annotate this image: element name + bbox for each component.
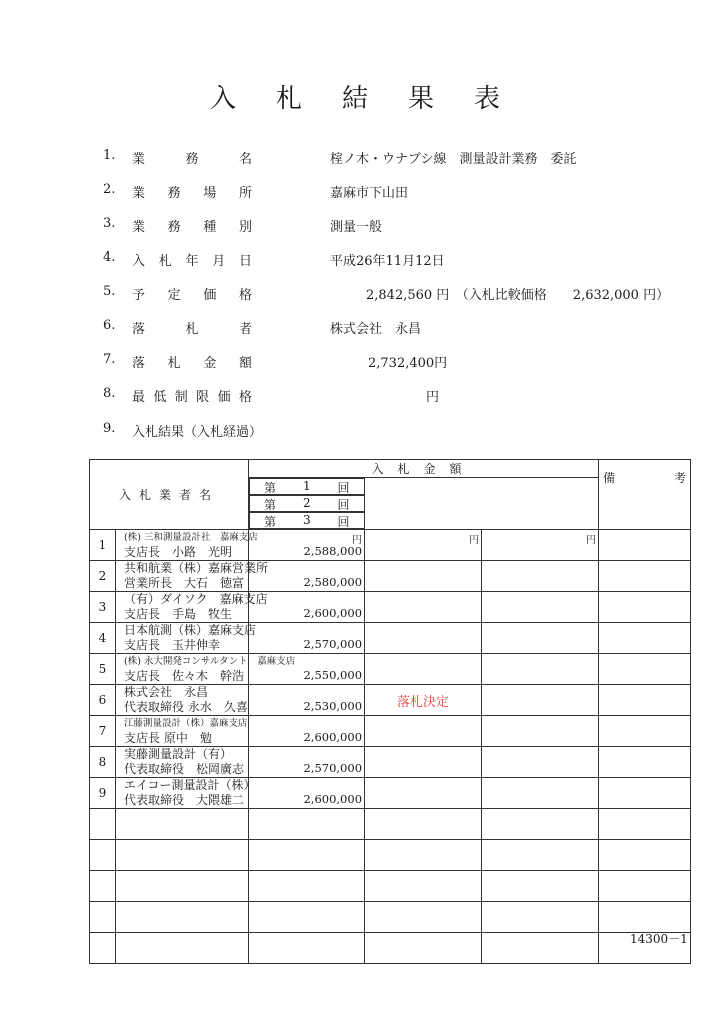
info-value: 2,842,560 円 （入札比較価格 2,632,000 円）	[366, 288, 670, 303]
remarks-cell	[599, 623, 691, 654]
yen-unit: 円	[586, 535, 597, 546]
empty-cell	[365, 902, 482, 933]
header-round-2: 第 2 回	[249, 495, 365, 512]
empty-cell	[249, 809, 365, 840]
info-label: 業 務 種 別	[132, 220, 252, 235]
remarks-cell	[599, 592, 691, 623]
yen-unit: 円	[469, 535, 480, 546]
info-row	[0, 318, 720, 338]
round-1-amount	[249, 747, 365, 778]
info-row	[0, 250, 720, 270]
round-2-amount	[365, 778, 482, 809]
row-number: 5	[90, 654, 116, 685]
bidder-company: 江藤測量設計（株）嘉麻支店	[124, 718, 248, 729]
bid-amount: 2,588,000	[303, 544, 363, 558]
bidder-name	[116, 654, 296, 685]
remarks-cell	[599, 530, 691, 561]
bidder-name	[116, 778, 256, 809]
row-number: 1	[90, 530, 116, 561]
round-1-amount	[249, 685, 365, 716]
info-number: 6.	[103, 318, 116, 333]
empty-row	[90, 902, 691, 933]
info-label: 最 低 制 限 価 格	[132, 390, 252, 405]
info-label: 予 定 価 格	[132, 288, 252, 303]
info-row	[0, 216, 720, 236]
empty-cell	[599, 840, 691, 871]
bidder-representative: 代表取締役 永水 久喜	[124, 700, 248, 714]
empty-cell	[249, 871, 365, 902]
info-number: 3.	[103, 216, 116, 231]
round-2-amount	[365, 530, 482, 561]
empty-row	[90, 933, 691, 964]
round-2-amount	[365, 716, 482, 747]
empty-cell	[90, 933, 116, 964]
remarks-cell	[599, 716, 691, 747]
empty-cell	[116, 933, 249, 964]
empty-cell	[365, 809, 482, 840]
round-3-amount	[482, 592, 599, 623]
info-number: 1.	[103, 148, 116, 163]
round-1-amount	[249, 530, 365, 561]
info-value: 円	[426, 390, 440, 405]
info-label: 落 札 金 額	[132, 356, 252, 371]
round-1-amount	[249, 778, 365, 809]
bidder-representative: 営業所長 大石 徳富	[124, 576, 245, 590]
bidder-representative: 支店長 原中 勉	[124, 731, 212, 745]
bid-amount: 2,570,000	[303, 637, 363, 651]
round-1-amount	[249, 623, 365, 654]
bid-result-table	[89, 459, 691, 964]
empty-cell	[482, 871, 599, 902]
empty-cell	[116, 902, 249, 933]
bidder-company: （有）ダイソク 嘉麻支店	[124, 592, 268, 606]
empty-cell	[482, 809, 599, 840]
row-number: 3	[90, 592, 116, 623]
round-2-amount	[365, 654, 482, 685]
round-2-amount	[365, 592, 482, 623]
round-3-amount	[482, 716, 599, 747]
round-2-amount	[365, 685, 482, 716]
empty-cell	[90, 809, 116, 840]
round-3-amount	[482, 685, 599, 716]
info-value: 株式会社 永昌	[330, 322, 422, 337]
bidder-representative: 支店長 玉井伸幸	[124, 638, 221, 652]
empty-cell	[365, 840, 482, 871]
row-number: 2	[90, 561, 116, 592]
table-row	[90, 561, 691, 592]
round-2-amount	[365, 623, 482, 654]
info-row	[0, 284, 720, 304]
bid-amount: 2,570,000	[303, 761, 363, 775]
bidder-name	[116, 747, 249, 778]
empty-cell	[116, 871, 249, 902]
header-remarks-1: 備	[603, 471, 616, 485]
header-remarks	[599, 460, 691, 530]
table-row	[90, 685, 691, 716]
bidder-representative: 支店長 佐々木 幹浩	[124, 669, 245, 683]
page-number: 14300－1	[630, 932, 688, 946]
row-number: 6	[90, 685, 116, 716]
remarks-cell	[599, 685, 691, 716]
info-number: 4.	[103, 250, 116, 265]
bidder-company: 日本航測（株）嘉麻支店	[124, 623, 257, 637]
bidder-name	[116, 530, 258, 561]
round-3-amount	[482, 623, 599, 654]
header-bid-amount: 入札金額	[249, 460, 599, 478]
round-3-amount	[482, 654, 599, 685]
info-number: 9.	[103, 421, 116, 436]
header-round-3: 第 3 回	[249, 512, 365, 529]
empty-row	[90, 871, 691, 902]
header-remarks-2: 考	[674, 471, 687, 485]
info-label: 業 務 場 所	[132, 186, 252, 201]
empty-cell	[116, 840, 249, 871]
round-1-amount	[249, 716, 365, 747]
empty-cell	[599, 809, 691, 840]
bidder-representative: 代表取締役 大隈雄二	[124, 793, 245, 807]
info-label: 入札結果（入札経過）	[132, 425, 263, 440]
table-row	[90, 654, 691, 685]
yen-unit: 円	[352, 535, 363, 546]
info-value: 2,732,400円	[368, 356, 448, 371]
table-row	[90, 592, 691, 623]
table-row	[90, 747, 691, 778]
bid-amount: 2,550,000	[303, 668, 363, 682]
info-value: 榁ノ木・ウナブシ線 測量設計業務 委託	[330, 152, 577, 167]
bid-amount: 2,600,000	[303, 606, 363, 620]
info-label: 業 務 名	[132, 152, 252, 167]
bidder-company: 実藤測量設計（有）	[124, 747, 233, 761]
round-3-amount	[482, 778, 599, 809]
row-number: 9	[90, 778, 116, 809]
info-value: 平成26年11月12日	[330, 254, 445, 269]
round-3-amount	[482, 561, 599, 592]
info-number: 7.	[103, 352, 116, 367]
remarks-cell	[599, 747, 691, 778]
empty-cell	[90, 871, 116, 902]
round-3-amount	[482, 747, 599, 778]
bidder-company: (株) 永大開発コンサルタント 嘉麻支店	[124, 656, 296, 667]
bidder-representative: 支店長 小路 光明	[124, 545, 233, 559]
empty-cell	[482, 933, 599, 964]
empty-row	[90, 809, 691, 840]
bidder-name	[116, 592, 268, 623]
bidder-company: 共和航業（株）嘉麻営業所	[124, 561, 269, 575]
round-2-amount	[365, 747, 482, 778]
round-1-amount	[249, 592, 365, 623]
table-row	[90, 623, 691, 654]
empty-cell	[90, 840, 116, 871]
info-row	[0, 182, 720, 202]
bid-amount: 2,600,000	[303, 730, 363, 744]
info-number: 2.	[103, 182, 116, 197]
empty-cell	[599, 871, 691, 902]
info-row	[0, 386, 720, 406]
remarks-cell	[599, 654, 691, 685]
empty-cell	[599, 902, 691, 933]
empty-cell	[249, 933, 365, 964]
empty-cell	[116, 809, 249, 840]
row-number: 7	[90, 716, 116, 747]
header-bidder-name: 入札業者名	[90, 460, 249, 530]
round-1-amount	[249, 654, 365, 685]
remarks-cell	[599, 561, 691, 592]
bidder-company: (株) 三和測量設計社 嘉麻支店	[124, 532, 258, 543]
empty-cell	[365, 871, 482, 902]
empty-cell	[249, 902, 365, 933]
info-value: 嘉麻市下山田	[330, 186, 409, 201]
empty-cell	[482, 840, 599, 871]
info-row	[0, 148, 720, 168]
bidder-name	[116, 623, 257, 654]
info-value: 測量一般	[330, 220, 383, 235]
bidder-name	[116, 716, 249, 747]
round-2-amount	[365, 561, 482, 592]
bidder-company: エイコー測量設計（株）	[124, 778, 256, 792]
info-number: 5.	[103, 284, 116, 299]
bid-amount: 2,530,000	[303, 699, 363, 713]
empty-cell	[90, 902, 116, 933]
page-title: 入札結果表	[209, 84, 540, 114]
bid-amount: 2,580,000	[303, 575, 363, 589]
header-round-1: 第 1 回	[249, 478, 365, 495]
round-1-amount	[249, 561, 365, 592]
remarks-cell	[599, 778, 691, 809]
empty-cell	[249, 840, 365, 871]
winner-label: 落札決定	[397, 694, 450, 710]
empty-row	[90, 840, 691, 871]
bid-amount: 2,600,000	[303, 792, 363, 806]
info-label: 入 札 年 月 日	[132, 254, 252, 269]
info-row	[0, 352, 720, 372]
empty-cell	[365, 933, 482, 964]
info-number: 8.	[103, 386, 116, 401]
row-number: 8	[90, 747, 116, 778]
bidder-name	[116, 685, 249, 716]
row-number: 4	[90, 623, 116, 654]
bidder-company: 株式会社 永昌	[124, 685, 209, 699]
bidder-name	[116, 561, 269, 592]
info-label: 落 札 者	[132, 322, 252, 337]
bidder-representative: 支店長 手島 牧生	[124, 607, 233, 621]
bidder-representative: 代表取締役 松岡廣志	[124, 762, 245, 776]
table-row	[90, 716, 691, 747]
info-row	[0, 421, 720, 441]
table-row	[90, 530, 691, 561]
empty-cell	[482, 902, 599, 933]
table-row	[90, 778, 691, 809]
round-3-amount	[482, 530, 599, 561]
